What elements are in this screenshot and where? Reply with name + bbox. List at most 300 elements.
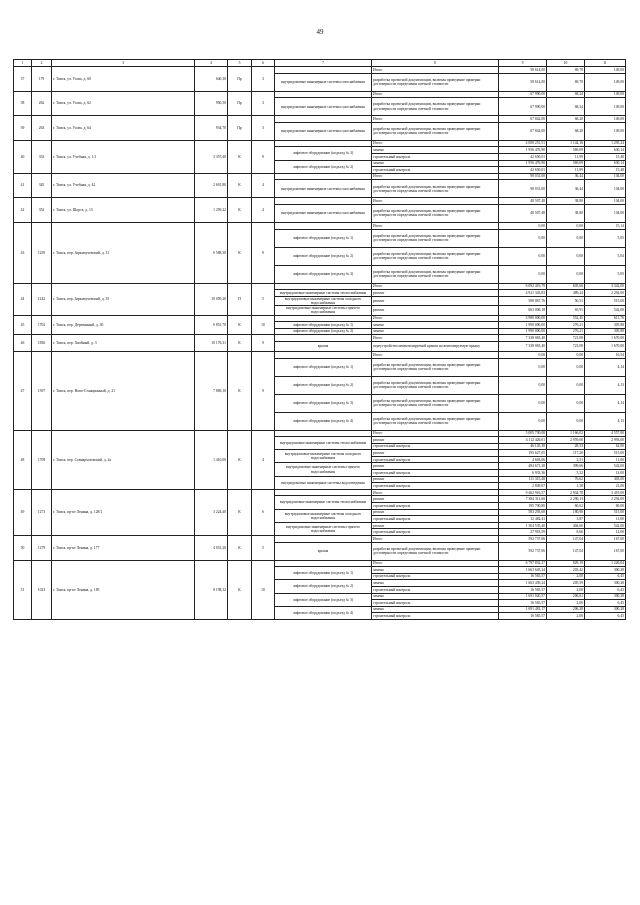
building-area: 640,30 [195, 67, 228, 92]
work-cost: 42 650,01 [499, 167, 547, 174]
unit-cost: 0,00 [547, 351, 585, 358]
building-id: 1702 [32, 315, 52, 335]
cost-limit: 630,14 [585, 147, 626, 154]
work-type: разработка проектной документации, включая проведение проверки достоверности определения сметной стоимости [372, 358, 499, 376]
cost-limit: 542,00 [585, 306, 626, 315]
unit-cost: 68,20 [547, 116, 585, 123]
unit-cost: 38,80 [547, 204, 585, 222]
building-area: 2 691,80 [195, 173, 228, 198]
cost-limit: 104,00 [585, 204, 626, 222]
floors-count: 5 [252, 536, 275, 561]
unit-cost: 205,59 [547, 580, 585, 587]
cost-limit: 1 670,00 [585, 341, 626, 351]
cost-limit: 149,00 [585, 122, 626, 140]
engineering-system [275, 489, 372, 496]
unit-cost: 2,00 [547, 573, 585, 580]
engineering-system [275, 198, 372, 205]
cost-limit: 21,00 [585, 483, 626, 490]
engineering-system: лифтовое оборудование (подъезд № 4) [275, 412, 372, 430]
work-type: Итого [372, 335, 499, 342]
work-type: замена [372, 160, 499, 167]
engineering-system: лифтовое оборудование (подъезд № 2) [275, 328, 372, 335]
cost-limit: 542,00 [585, 463, 626, 470]
work-cost: 1 304 535,40 [499, 522, 547, 529]
unit-cost: 69,70 [547, 73, 585, 91]
work-type: разработка проектной документации, включая проведение проверки достоверности определения сметной стоимости [372, 376, 499, 394]
work-cost: 0,00 [499, 358, 547, 376]
work-cost: 0,00 [499, 265, 547, 283]
work-type: разработка проектной документации, включая проведение проверки достоверности определения сметной стоимости [372, 394, 499, 412]
table-row [14, 351, 626, 358]
work-type: Итого [372, 140, 499, 147]
work-type: строительный контроль [372, 153, 499, 160]
cost-limit: 300,28 [585, 580, 626, 587]
engineering-system: внутридомовые инженерные системы теплоснабжения [275, 496, 372, 509]
work-cost: 0,00 [499, 351, 547, 358]
work-cost: 67 842,00 [499, 122, 547, 140]
unit-cost: 2,00 [547, 586, 585, 593]
engineering-system: внутридомовые инженерные системы горячего водоснабжения [275, 522, 372, 535]
engineering-system: лифтовое оборудование (подъезд № 3) [275, 147, 372, 160]
building-id: 1242 [32, 283, 52, 315]
record-number: 43 [14, 222, 32, 283]
wall-material: К [228, 335, 252, 352]
column-header: 1 [14, 60, 32, 67]
engineering-system [275, 315, 372, 322]
unit-cost: 721,08 [547, 341, 585, 351]
table-row [14, 335, 626, 342]
engineering-system: внутридомовые инженерные системы водоотведения [275, 476, 372, 489]
work-type: ремонт [372, 463, 499, 470]
building-address: г. Томск, ул. Усова, д. 60 [52, 67, 195, 92]
cost-limit: 1 670,00 [585, 335, 626, 342]
floors-count: 3 [252, 67, 275, 92]
engineering-system: крыша [275, 341, 372, 351]
unit-cost: 605,66 [547, 283, 585, 290]
building-area: 6 588,30 [195, 222, 228, 283]
building-id: 1259 [32, 222, 52, 283]
work-cost: 16 565,57 [499, 600, 547, 607]
engineering-system: внутридомовые инженерные системы горячего водоснабжения [275, 463, 372, 476]
work-type: строительный контроль [372, 529, 499, 536]
work-type: Итого [372, 283, 499, 290]
unit-cost: 60,62 [547, 503, 585, 510]
record-number: 48 [14, 430, 32, 489]
building-address: г. Томск, ул. Учебная, д. 1/1 [52, 140, 195, 173]
work-cost: 0,00 [499, 229, 547, 247]
cost-limit: 104,00 [585, 198, 626, 205]
unit-cost: 2,00 [547, 600, 585, 607]
engineering-system: внутридомовые инженерные системы газоснабжения [275, 98, 372, 116]
work-type: разработка проектной документации, включая проведение проверки достоверности определения сметной стоимости [372, 73, 499, 91]
work-cost: 4 921 343,83 [499, 290, 547, 297]
work-cost: 6 933,36 [499, 470, 547, 477]
cost-limit: 104,00 [585, 180, 626, 198]
column-header: 8 [372, 60, 499, 67]
engineering-system [275, 536, 372, 543]
work-cost: 27 918,59 [499, 529, 547, 536]
work-type: замена [372, 567, 499, 574]
engineering-system: крыша [275, 542, 372, 560]
building-id: 333 [32, 140, 52, 173]
building-area: 10 059,20 [195, 283, 228, 315]
work-type: разработка проектной документации, включая проведение проверки достоверности определения сметной стоимости [372, 122, 499, 140]
cost-limit: 4,14 [585, 394, 626, 412]
cost-limit: 630,14 [585, 160, 626, 167]
floors-count: 9 [252, 335, 275, 352]
engineering-system [275, 283, 372, 290]
record-number: 39 [14, 116, 32, 141]
unit-cost: 569,09 [547, 160, 585, 167]
unit-cost: 1 166,02 [547, 430, 585, 437]
engineering-system: лифтовое оборудование (подъезд № 1) [275, 322, 372, 329]
work-cost: 0,00 [499, 412, 547, 430]
unit-cost: 5,52 [547, 470, 585, 477]
engineering-system [275, 351, 372, 358]
work-type: разработка проектной документации, включая проведение проверки достоверности определения сметной стоимости [372, 265, 499, 283]
cost-limit: 12,00 [585, 529, 626, 536]
building-id: 1273 [32, 489, 52, 535]
column-header: 5 [228, 60, 252, 67]
engineering-system: внутридомовые инженерные системы холодного водоснабжения [275, 509, 372, 522]
building-area: 1 410,00 [195, 430, 228, 489]
building-area: 934,70 [195, 116, 228, 141]
unit-cost: 721,08 [547, 335, 585, 342]
building-area: 950,50 [195, 91, 228, 116]
record-number: 38 [14, 91, 32, 116]
engineering-system [275, 116, 372, 123]
work-cost: 7 338 065,40 [499, 341, 547, 351]
unit-cost: 0,00 [547, 394, 585, 412]
building-area: 10 176,31 [195, 335, 228, 352]
work-cost: 9 462 916,57 [499, 489, 547, 496]
unit-cost: 0,00 [547, 358, 585, 376]
engineering-system [275, 67, 372, 74]
engineering-system: лифтовое оборудование (подъезд № 2) [275, 580, 372, 593]
wall-material: К [228, 560, 252, 619]
unit-cost: 489,24 [547, 290, 585, 297]
work-cost: 0,00 [499, 222, 547, 229]
building-id: 263 [32, 116, 52, 141]
record-number: 41 [14, 173, 32, 198]
engineering-system [275, 222, 372, 229]
work-type: Итого [372, 489, 499, 496]
engineering-system: внутридомовые инженерные системы газоснабжения [275, 180, 372, 198]
work-cost: 4 112 426,01 [499, 437, 547, 444]
wall-material: К [228, 140, 252, 173]
cost-limit: 403,00 [585, 476, 626, 483]
engineering-system [275, 335, 372, 342]
work-cost: 67 990,00 [499, 91, 547, 98]
table-row [14, 283, 626, 290]
column-header: 11 [585, 60, 626, 67]
building-address: г. Томск, ул. Шорса, д. 13 [52, 198, 195, 223]
work-cost: 5 005 730,08 [499, 430, 547, 437]
engineering-system: лифтовое оборудование (подъезд № 1) [275, 567, 372, 580]
work-type: разработка проектной документации, включая проведение проверки достоверности определения сметной стоимости [372, 412, 499, 430]
cost-limit: 6,45 [585, 613, 626, 620]
table-row [14, 315, 626, 322]
cost-limit: 300,28 [585, 567, 626, 574]
work-cost: 0,00 [499, 394, 547, 412]
wall-material: К [228, 536, 252, 561]
unit-cost: 1 144,16 [547, 140, 585, 147]
unit-cost: 0,00 [547, 229, 585, 247]
work-cost: 2 849,07 [499, 483, 547, 490]
work-cost: 592 737,06 [499, 542, 547, 560]
work-type: строительный контроль [372, 483, 499, 490]
unit-cost: 569,09 [547, 147, 585, 154]
work-type: разработка проектной документации, включая проведение проверки достоверности определения сметной стоимости [372, 98, 499, 116]
cost-limit: 11,00 [585, 456, 626, 463]
table-row [14, 536, 626, 543]
cost-limit: 2 292,00 [585, 290, 626, 297]
building-id: 262 [32, 91, 52, 116]
cost-limit: 16,54 [585, 351, 626, 358]
cost-limit: 611,76 [585, 315, 626, 322]
cost-limit: 2 292,00 [585, 496, 626, 503]
unit-cost: 147,04 [547, 542, 585, 560]
work-type: замена [372, 580, 499, 587]
cost-limit: 3 419,00 [585, 489, 626, 496]
wall-material: К [228, 173, 252, 198]
work-type: Итого [372, 351, 499, 358]
floors-count: 10 [252, 560, 275, 619]
floors-count: 10 [252, 315, 275, 335]
unit-cost: 1,58 [547, 483, 585, 490]
work-cost: 98 031,00 [499, 173, 547, 180]
cost-limit: 5,04 [585, 247, 626, 265]
work-cost: 67 842,00 [499, 116, 547, 123]
building-address: г. Томск, ул. Усова, д. 64 [52, 116, 195, 141]
record-number: 46 [14, 335, 32, 352]
unit-cost: 68,24 [547, 91, 585, 98]
table-row [14, 173, 626, 180]
work-type: Итого [372, 67, 499, 74]
building-area: 3 357,40 [195, 140, 228, 173]
work-cost: 48 507,48 [499, 204, 547, 222]
wall-material: Пр [228, 116, 252, 141]
work-cost: 1 956 476,90 [499, 147, 547, 154]
work-type: Итого [372, 560, 499, 567]
table-row [14, 116, 626, 123]
table-row [14, 67, 626, 74]
building-address: г. Томск, пр-кт Ленина, д. 177 [52, 536, 195, 561]
wall-material: П [228, 283, 252, 315]
unit-cost: 147,04 [547, 536, 585, 543]
record-number: 45 [14, 315, 32, 335]
cost-limit: 6,45 [585, 586, 626, 593]
cost-limit: 4,13 [585, 412, 626, 430]
column-header: 4 [195, 60, 228, 67]
work-type: строительный контроль [372, 573, 499, 580]
record-number: 50 [14, 536, 32, 561]
floors-count: 9 [252, 351, 275, 430]
engineering-system [275, 140, 372, 147]
engineering-system: лифтовое оборудование (подъезд № 1) [275, 229, 372, 247]
work-cost: 663 006,18 [499, 306, 547, 315]
work-cost: 4 603,06 [499, 456, 547, 463]
work-type: строительный контроль [372, 600, 499, 607]
unit-cost: 117,20 [547, 450, 585, 457]
work-type: ремонт [372, 306, 499, 315]
building-address: г. Томск, пр-кт Ленина, д. 128/1 [52, 489, 195, 535]
column-header: 2 [32, 60, 52, 67]
cost-limit: 149,00 [585, 91, 626, 98]
work-type: Итого [372, 222, 499, 229]
unit-cost: 206,61 [547, 593, 585, 600]
engineering-system: лифтовое оборудование (подъезд № 4) [275, 606, 372, 619]
work-type: ремонт [372, 296, 499, 305]
unit-cost: 0,00 [547, 247, 585, 265]
cost-limit: 3 342,00 [585, 283, 626, 290]
work-type: Итого [372, 173, 499, 180]
building-address: г. Томск, пер. Ново-Станционный, д. 21 [52, 351, 195, 430]
floors-count: 3 [252, 116, 275, 141]
building-address: г. Томск, ул. Учебная, д. 42 [52, 173, 195, 198]
cost-limit: 149,00 [585, 67, 626, 74]
work-cost: 42 650,01 [499, 153, 547, 160]
page-number: 49 [316, 28, 324, 36]
table-row [14, 91, 626, 98]
cost-limit: 15,14 [585, 222, 626, 229]
cost-limit: 515,00 [585, 509, 626, 516]
cost-limit: 167,00 [585, 536, 626, 543]
work-cost: 484 671,28 [499, 463, 547, 470]
building-id: 1708 [32, 430, 52, 489]
work-cost: 195 627,05 [499, 450, 547, 457]
record-number: 40 [14, 140, 32, 173]
building-id: 1023 [32, 560, 52, 619]
wall-material: К [228, 351, 252, 430]
table-row [14, 222, 626, 229]
work-cost: 1 956 476,90 [499, 160, 547, 167]
record-number: 49 [14, 489, 32, 535]
engineering-system: лифтовое оборудование (подъезд № 2) [275, 376, 372, 394]
floors-count: 5 [252, 283, 275, 315]
cost-limit: 300,28 [585, 593, 626, 600]
unit-cost: 69,70 [547, 67, 585, 74]
work-cost: 16 565,57 [499, 573, 547, 580]
work-cost: 67 990,00 [499, 98, 547, 116]
work-type: замена [372, 328, 499, 335]
unit-cost: 28,53 [547, 443, 585, 450]
floors-count: 3 [252, 91, 275, 116]
work-type: Итого [372, 536, 499, 543]
unit-cost: 2 959,00 [547, 437, 585, 444]
cost-limit: 15,48 [585, 167, 626, 174]
wall-material: К [228, 489, 252, 535]
work-type: разработка проектной документации, включая проведение проверки достоверности определения сметной стоимости [372, 229, 499, 247]
work-cost: 1 990 000,00 [499, 322, 547, 329]
floors-count: 4 [252, 198, 275, 223]
work-cost: 1 663 439,24 [499, 580, 547, 587]
work-type: ремонт [372, 450, 499, 457]
cost-limit: 62,00 [585, 443, 626, 450]
work-type: Итого [372, 430, 499, 437]
unit-cost: 552,45 [547, 315, 585, 322]
engineering-system [275, 430, 372, 437]
work-cost: 58 614,00 [499, 67, 547, 74]
unit-cost: 276,21 [547, 322, 585, 329]
cost-limit: 4,14 [585, 358, 626, 376]
work-cost: 4 000 251,51 [499, 140, 547, 147]
cost-limit: 305,88 [585, 322, 626, 329]
work-type: строительный контроль [372, 516, 499, 523]
work-cost: 48 507,48 [499, 198, 547, 205]
work-cost: 1 691 020,57 [499, 593, 547, 600]
table-row [14, 489, 626, 496]
table-row [14, 140, 626, 147]
work-type: строительный контроль [372, 470, 499, 477]
cost-limit: 1 295,24 [585, 140, 626, 147]
wall-material: К [228, 198, 252, 223]
work-cost: 12 482,41 [499, 516, 547, 523]
unit-cost: 2 290,13 [547, 496, 585, 503]
unit-cost: 2,51 [547, 456, 585, 463]
cost-limit: 1 226,04 [585, 560, 626, 567]
column-header: 7 [275, 60, 372, 67]
work-type: Итого [372, 116, 499, 123]
work-type: разработка проектной документации, включая проведение проверки достоверности определения сметной стоимости [372, 204, 499, 222]
work-type: строительный контроль [372, 613, 499, 620]
floors-count: 6 [252, 489, 275, 535]
cost-limit: 5,05 [585, 265, 626, 283]
record-number: 42 [14, 198, 32, 223]
work-cost: 583 293,60 [499, 509, 547, 516]
work-cost: 508 067,76 [499, 296, 547, 305]
floors-count: 9 [252, 140, 275, 173]
cost-limit: 15,48 [585, 153, 626, 160]
cost-limit: 5,05 [585, 229, 626, 247]
unit-cost: 0,00 [547, 265, 585, 283]
engineering-system: лифтовое оборудование (подъезд № 3) [275, 265, 372, 283]
unit-cost: 0,00 [547, 222, 585, 229]
column-header: 10 [547, 60, 585, 67]
unit-cost: 0,00 [547, 412, 585, 430]
work-type: переустройство невентилируемой крыши на вентилируемую крышу [372, 341, 499, 351]
building-address: г. Томск, пер. Хвойный, д. 3 [52, 335, 195, 352]
engineering-system: внутридомовые инженерные системы теплоснабжения [275, 290, 372, 297]
work-type: ремонт [372, 290, 499, 297]
cost-limit: 12,00 [585, 470, 626, 477]
work-cost: 592 737,06 [499, 536, 547, 543]
work-cost: 7 338 065,40 [499, 335, 547, 342]
floors-count: 4 [252, 430, 275, 489]
building-id: 1397 [32, 351, 52, 430]
work-cost: 3 980 000,00 [499, 315, 547, 322]
building-area: 4 031,20 [195, 536, 228, 561]
unit-cost: 8,66 [547, 529, 585, 536]
building-id: 1279 [32, 536, 52, 561]
capital-repair-table [13, 59, 626, 620]
cost-limit: 149,00 [585, 73, 626, 91]
work-type: ремонт [372, 509, 499, 516]
engineering-system: лифтовое оборудование (подъезд № 2) [275, 160, 372, 173]
unit-cost: 50,51 [547, 296, 585, 305]
cost-limit: 515,00 [585, 296, 626, 305]
work-cost: 0,00 [499, 247, 547, 265]
engineering-system: внутридомовые инженерные системы газоснабжения [275, 122, 372, 140]
work-type: строительный контроль [372, 167, 499, 174]
table-row [14, 430, 626, 437]
unit-cost: 206,38 [547, 606, 585, 613]
unit-cost: 404,60 [547, 522, 585, 529]
engineering-system: внутридомовые инженерные системы газоснабжения [275, 73, 372, 91]
work-cost: 1 691 481,17 [499, 606, 547, 613]
engineering-system [275, 173, 372, 180]
cost-limit: 167,00 [585, 542, 626, 560]
